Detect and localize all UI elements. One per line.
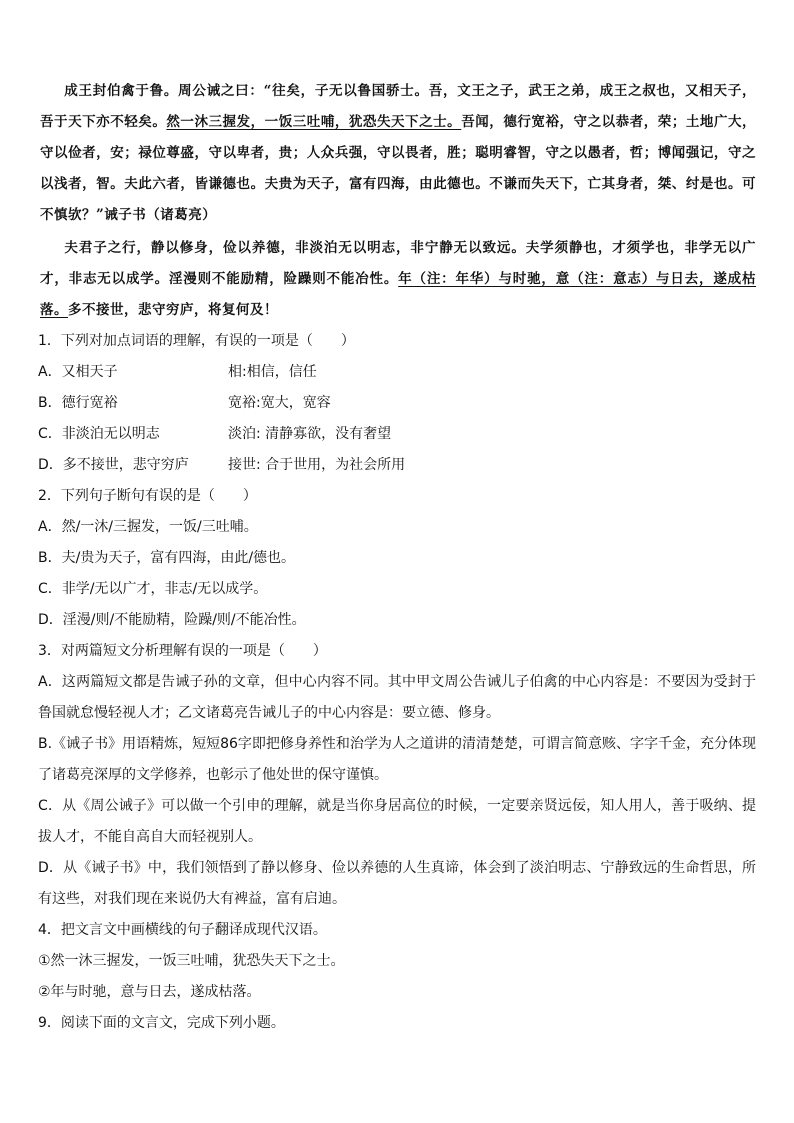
passage-text: 夫君子之行，静以修身，俭以养德，非淡泊无以明志，非宁静无以致远。夫学须静也，才须学也，非学无以广才，非志无以成学。淫漫则不能励精，险躁则不能冶性。 <box>40 240 756 287</box>
question-1-stem: 1．下列对加点词语的理解，有误的一项是（ ） <box>38 333 355 349</box>
passage-paragraph-1 <box>40 76 756 231</box>
option-gloss: 宽裕:宽大，宽容 <box>228 395 331 411</box>
passage-text: 吾闻，德行宽裕，守之以恭者，荣；土地广大，守以俭者，安；禄位尊盛，守以卑者，贵；人众兵强，守以畏者，胜；聪明睿智，守之以愚者，哲；博闻强记，守之以浅者，智。夫此六者，皆谦德也。夫贵为天子，富有四海，由此德也。不谦而失天下，亡其身者，桀、纣是也。可不慎欤？”诫子书（诸葛亮） <box>40 114 757 223</box>
question-1-option-a <box>38 357 756 388</box>
question-2-option-a: A．然/一沐/三握发，一饭/三吐哺。 <box>38 519 258 535</box>
underlined-sentence-2: 年（注：年华）与时驰，意（注：意志）与日去，遂成枯落。 <box>40 271 757 318</box>
question-4-item-1: ①然一沐三握发，一饭三吐哺，犹恐失天下之士。 <box>38 953 345 969</box>
question-3-stem: 3．对两篇短文分析理解有误的一项是（ ） <box>38 643 327 659</box>
option-word: D．多不接世，悲守穷庐 <box>38 457 189 473</box>
question-3-option-a: A．这两篇短文都是告诫子孙的文章，但中心内容不同。其中甲文周公告诫儿子伯禽的中心内容是：不要因为受封于鲁国就怠慢轻视人才；乙文诸葛亮告诫儿子的中心内容是：要立德、修身。 <box>38 674 756 721</box>
question-1-option-c <box>38 419 756 450</box>
question-1-option-b <box>38 388 756 419</box>
question-2-option-c: C．非学/无以广才，非志/无以成学。 <box>38 581 268 597</box>
question-3-option-c: C．从《周公诫子》可以做一个引申的理解，就是当你身居高位的时候，一定要亲贤远佞，知人用人，善于吸纳、提拔人才，不能自高自大而轻视别人。 <box>38 798 756 845</box>
question-2-option-b: B．夫/贵为天子，富有四海，由此/德也。 <box>38 550 296 566</box>
question-2-option-d: D．淫漫/则/不能励精，险躁/则/不能冶性。 <box>38 612 306 628</box>
option-gloss: 相:相信，信任 <box>228 364 317 380</box>
question-3-option-d: D．从《诫子书》中，我们领悟到了静以修身、俭以养德的人生真谛，体会到了淡泊明志、宁静致远的生命哲思，所有这些，对我们现在来说仍大有裨益，富有启迪。 <box>38 860 756 907</box>
question-4-stem: 4．把文言文中画横线的句子翻译成现代汉语。 <box>38 922 327 938</box>
option-word: A．又相天子 <box>38 364 118 380</box>
option-word: C．非淡泊无以明志 <box>38 426 160 442</box>
question-9-stem: 9．阅读下面的文言文，完成下列小题。 <box>38 1015 285 1031</box>
question-1-option-d <box>38 450 756 481</box>
option-word: B．德行宽裕 <box>38 395 118 411</box>
questions-section <box>38 326 756 1039</box>
question-4-item-2: ②年与时驰，意与日去，遂成枯落。 <box>38 984 261 1000</box>
passage-paragraph-2 <box>40 233 756 326</box>
option-gloss: 接世: 合于世用，为社会所用 <box>228 457 406 473</box>
underlined-sentence-1: 然一沐三握发，一饭三吐哺，犹恐失天下之士。 <box>166 114 462 130</box>
question-3-option-b: B.《诫子书》用语精炼，短短86字即把修身养性和治学为人之道讲的清清楚楚，可谓言简意赅、字字千金，充分体现了诸葛亮深厚的文学修养，也彰示了他处世的保守谨慎。 <box>38 736 756 783</box>
passage-text: 多不接世，悲守穷庐，将复何及！ <box>68 302 278 318</box>
question-2-stem: 2．下列句子断句有误的是（ ） <box>38 488 257 504</box>
passage-text: 成王封伯禽于鲁。周公诫之曰：“往矣，子无以鲁国骄士。吾，文王之子，武王之弟，成王之叔也，又相天子，吾于天下亦不轻矣。 <box>40 83 756 130</box>
option-gloss: 淡泊: 清静寡欲，没有奢望 <box>228 426 392 442</box>
